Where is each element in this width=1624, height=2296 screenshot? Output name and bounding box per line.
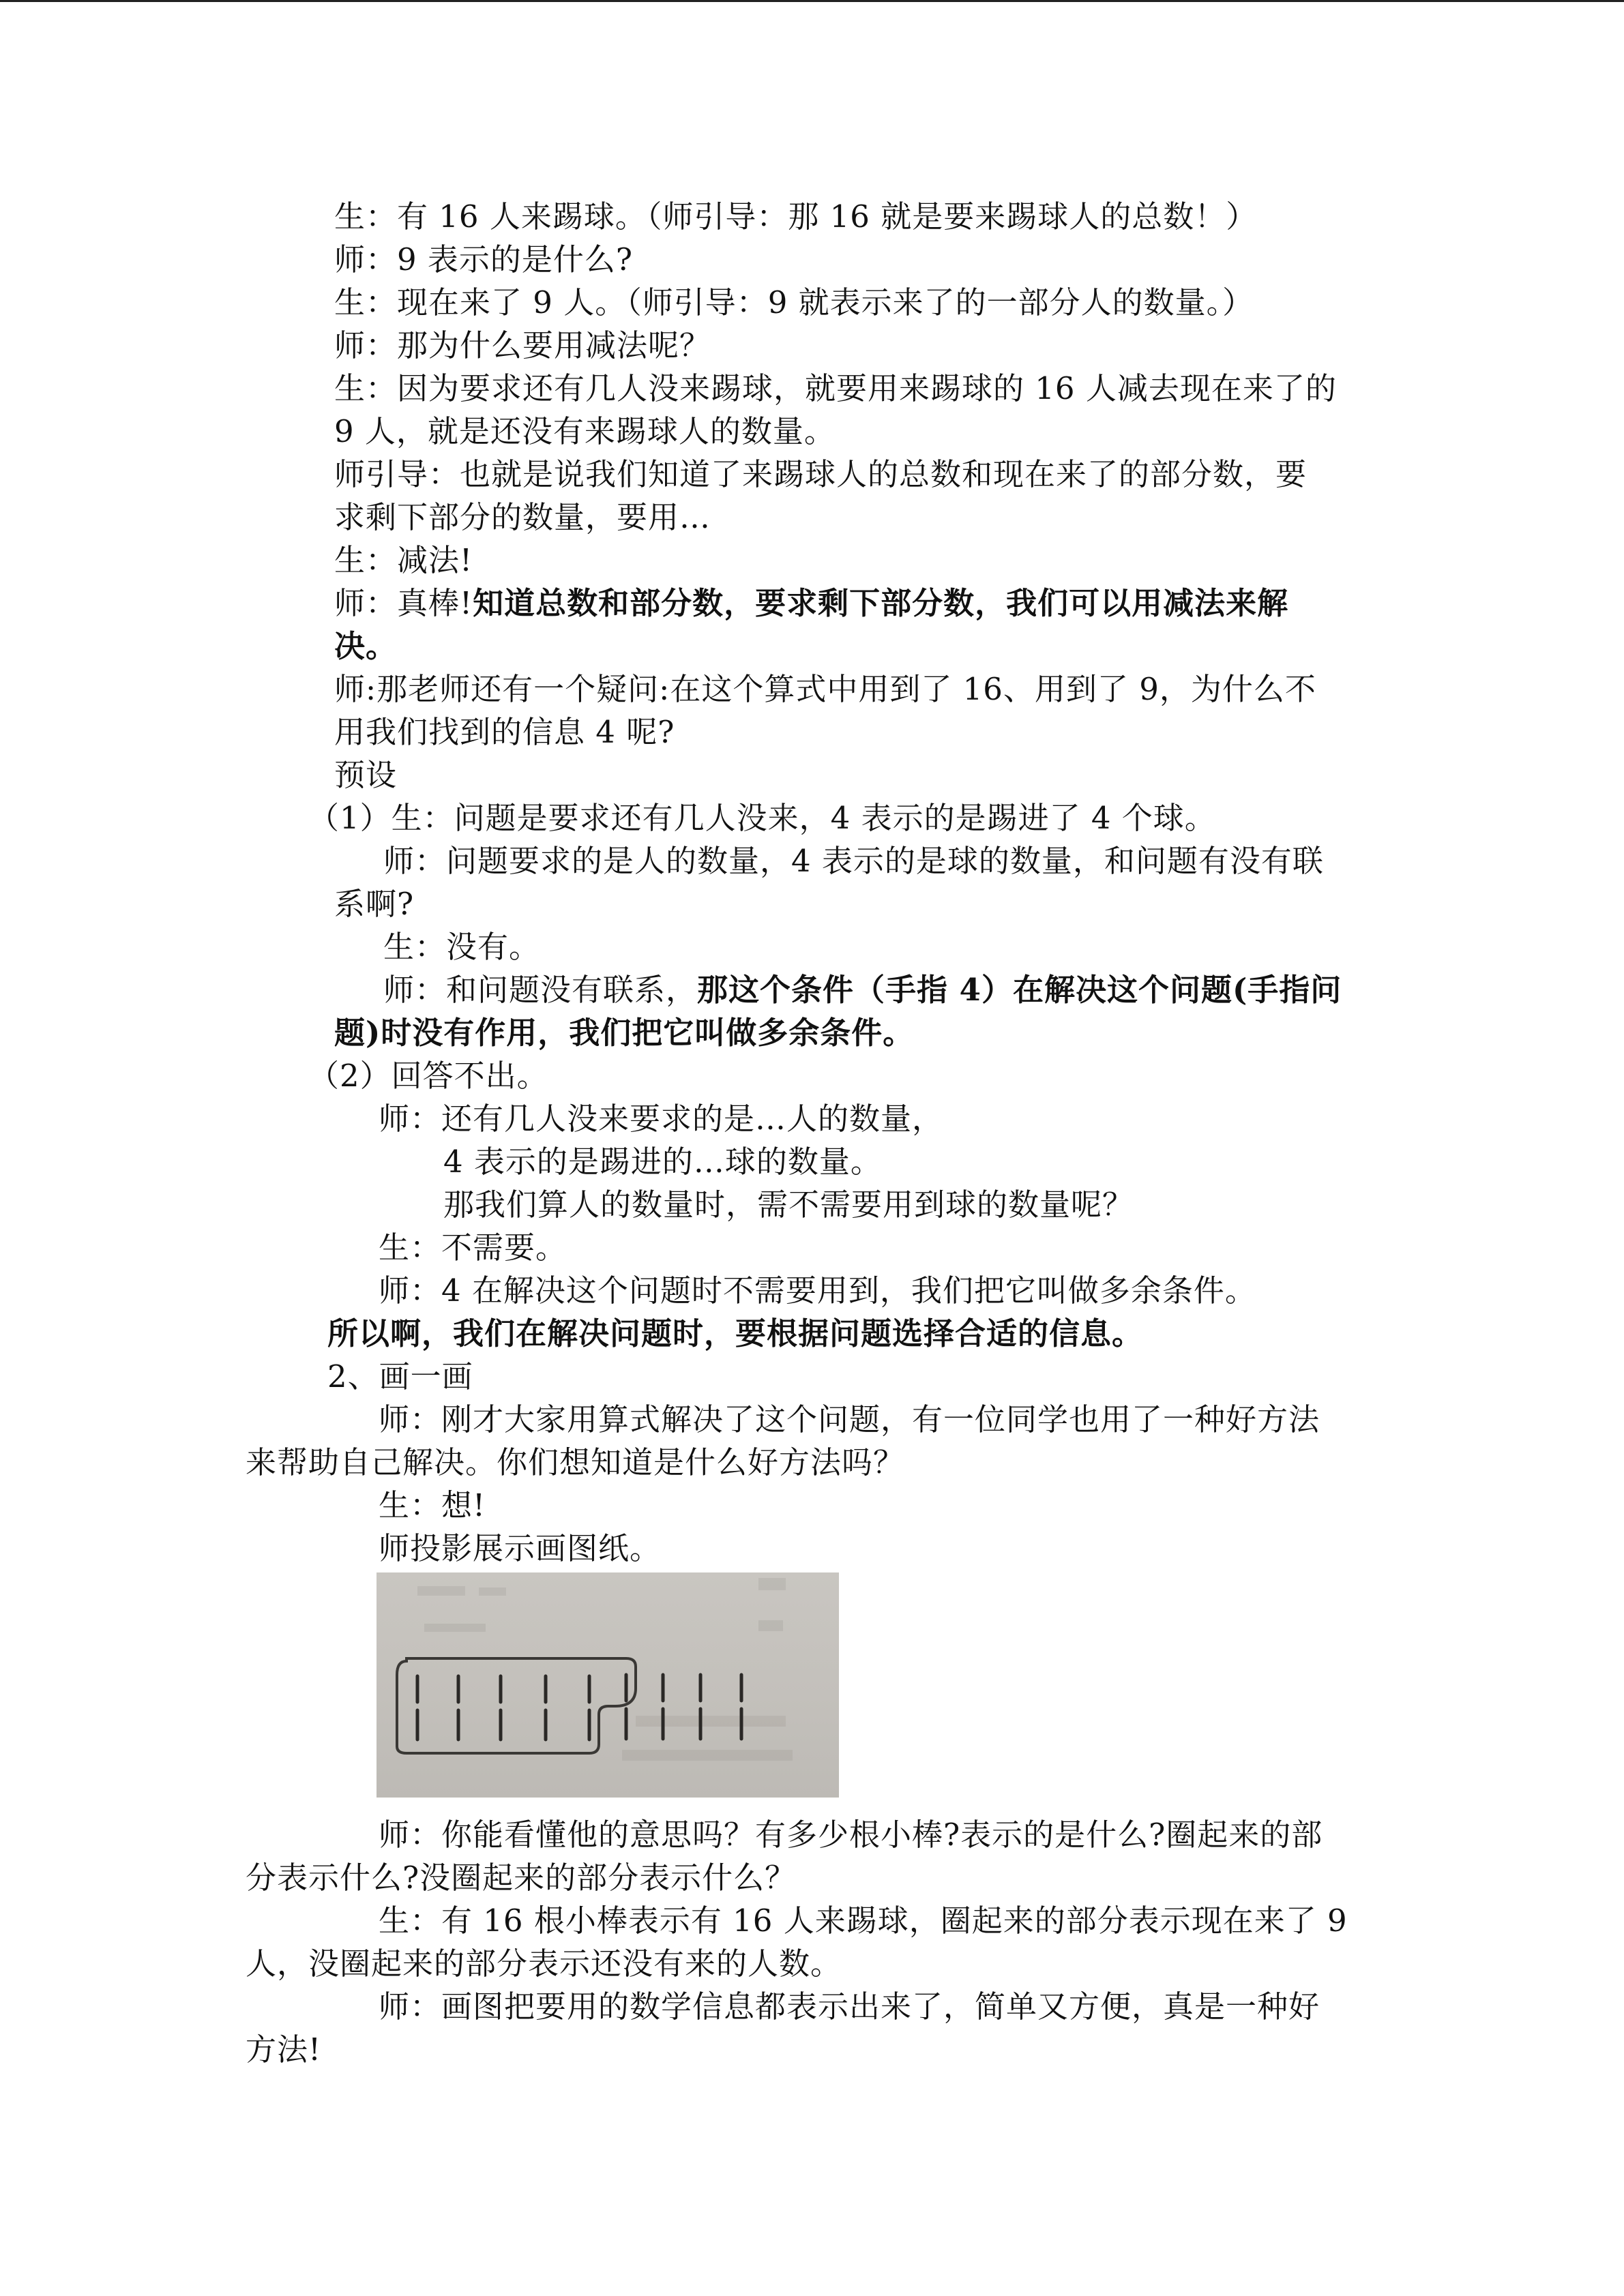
text: 生：想! [379,1487,486,1523]
text-line [334,627,397,666]
text-line [379,1100,943,1138]
text-line [379,1229,567,1267]
text-line [383,928,540,966]
bold-text: 所以啊，我们在解决问题时，要根据问题选择合适的信息。 [327,1315,1144,1352]
text: 人，没圈起来的部分表示还没有来的人数。 [246,1945,842,1982]
text-line [443,1186,1134,1224]
text: 师引导：也就是说我们知道了来踢球人的总数和现在来了的部分数，要 [334,456,1308,492]
text: 师投影展示画图纸。 [379,1530,662,1566]
text: 生：现在来了 9 人。（师引导：9 就表示来了的一部分人的数量。） [334,284,1254,320]
text: 师:那老师还有一个疑问:在这个算式中用到了 16、用到了 9，为什么不 [334,671,1316,707]
text: 师：还有几人没来要求的是…人的数量， [379,1101,944,1137]
text-line [327,1358,473,1396]
bold-text: 题)时没有作用，我们把它叫做多余条件。 [334,1015,915,1051]
text: 来帮助自己解决。你们想知道是什么好方法吗？ [246,1444,905,1480]
text-line [334,541,473,580]
stick-drawing-photo [377,1572,839,1798]
text: 分表示什么?没圈起来的部分表示什么？ [246,1860,797,1896]
bold-text: 那这个条件（手指 4）在解决这个问题(手指问 [697,972,1342,1008]
text-line [334,241,633,279]
text-line [246,2031,321,2069]
text: 师：画图把要用的数学信息都表示出来了，简单又方便，真是一种好 [379,1988,1320,2025]
text: 9 人，就是还没有来踢球人的数量。 [334,413,836,449]
text: 师：问题要求的是人的数量，4 表示的是球的数量，和问题有没有联 [383,843,1324,879]
text: 师：你能看懂他的意思吗？有多少根小棒?表示的是什么?圈起来的部 [379,1817,1323,1853]
text: 师：9 表示的是什么? [334,241,634,278]
text-line [383,842,1324,880]
text-line [246,1444,904,1482]
text-line [308,799,1216,837]
text-line [334,327,711,365]
text: 生：有 16 根小棒表示有 16 人来踢球，圈起来的部分表示现在来了 9 [379,1903,1348,1939]
text-line [334,370,1337,408]
text: 方法! [246,2031,322,2068]
text-line [334,713,675,751]
page-top-border [0,0,1624,2]
text-line [379,1272,1256,1310]
text-line [334,885,414,923]
text-line [443,1143,882,1181]
text-line [379,1902,1348,1940]
text-line [334,413,836,451]
text: 用我们找到的信息 4 呢? [334,714,675,750]
text: 生：减法! [334,542,473,578]
text: 师：刚才大家用算式解决了这个问题，有一位同学也用了一种好方法 [379,1401,1320,1437]
text-line [379,1401,1320,1439]
text: 系啊? [334,886,415,922]
text-line [334,756,397,794]
text: （2）回答不出。 [308,1058,548,1094]
text: 师：4 在解决这个问题时不需要用到，我们把它叫做多余条件。 [379,1272,1256,1309]
bold-text: 知道总数和部分数，要求剩下部分数，我们可以用减法来解 [473,585,1289,621]
text: 生：没有。 [383,929,541,965]
text-line [379,1530,661,1568]
text: 2、画一画 [327,1358,473,1395]
text: 预设 [334,757,398,793]
sticks [417,1675,741,1740]
text: 生：有 16 人来踢球。（师引导：那 16 就是要来踢球人的总数！） [334,198,1258,235]
text-line [334,670,1316,709]
text: 师：真棒! [334,585,473,621]
text-line [379,1816,1323,1854]
text-line [334,284,1254,322]
text-line [379,1487,486,1525]
text-line [246,1859,796,1897]
text-line [334,498,711,537]
stick-drawing [377,1572,839,1798]
text-line [334,584,1288,623]
circled-group-outline [397,1658,636,1753]
text: 师：那为什么要用减法呢？ [334,327,711,363]
text: 生：因为要求还有几人没来踢球，就要用来踢球的 16 人减去现在来了的 [334,370,1337,406]
text-line [334,456,1307,494]
text: 那我们算人的数量时，需不需要用到球的数量呢？ [443,1187,1134,1223]
text-line [308,1057,548,1095]
text-line [383,971,1342,1009]
text: 求剩下部分的数量，要用… [334,499,711,535]
text: 师：和问题没有联系， [383,972,698,1008]
text: 生：不需要。 [379,1229,567,1266]
text-line [327,1315,1143,1353]
text-line [334,198,1257,236]
text-line [334,1014,914,1052]
bold-text: 决。 [334,628,398,664]
text-line [379,1988,1320,2026]
text-line [246,1945,842,1983]
text: （1）生：问题是要求还有几人没来，4 表示的是踢进了 4 个球。 [308,800,1216,836]
text: 4 表示的是踢进的…球的数量。 [443,1144,882,1180]
